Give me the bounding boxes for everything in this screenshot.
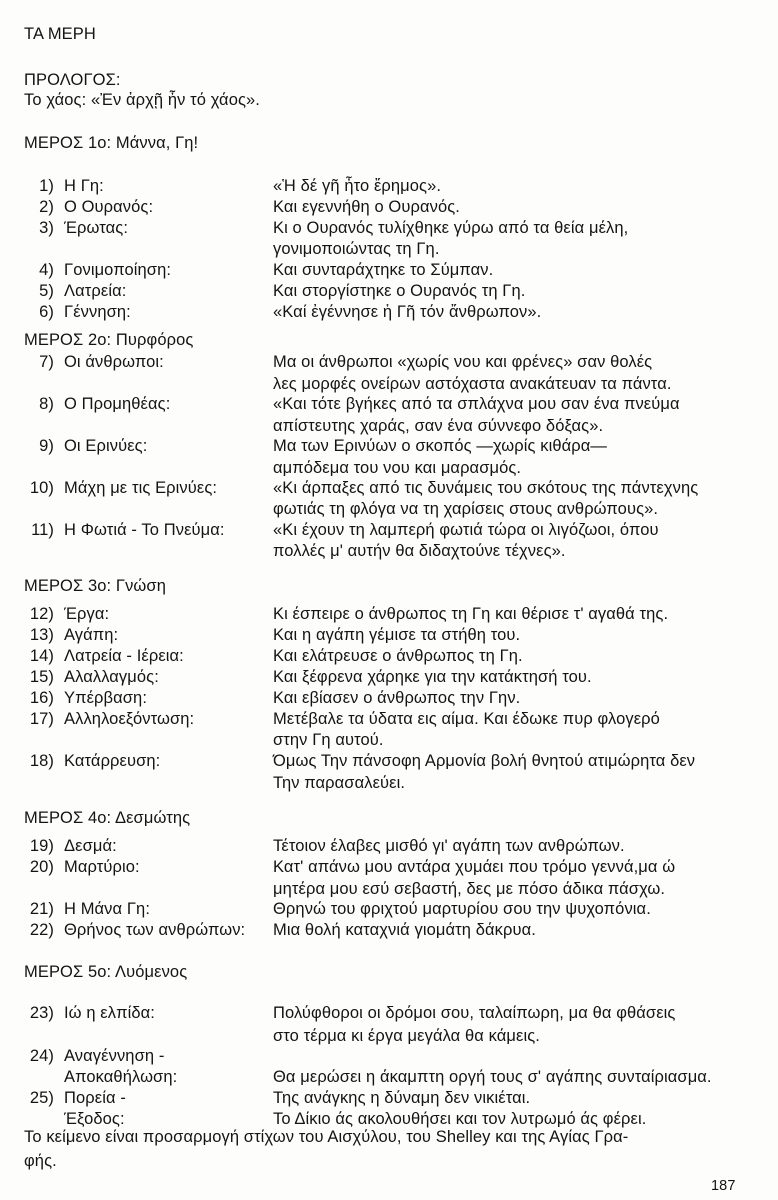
item-label: Πορεία -	[64, 1089, 126, 1107]
item-text: Και ξέφρενα χάρηκε για την κατάκτησή του.	[273, 668, 592, 686]
item-label: Λατρεία - Ιέρεια:	[64, 647, 184, 665]
item-text: πολλές μ' αυτήν θα διδαχτούνε τέχνες».	[273, 542, 566, 560]
item-number: 9)	[39, 437, 54, 455]
item-text: Κατ' απάνω μου αντάρα χυμάει που τρόμο γεννά,μα ώ	[273, 858, 676, 876]
item-text: γονιμοποιώντας τη Γη.	[273, 240, 440, 258]
item-number: 25)	[29, 1089, 54, 1107]
item-text: Της ανάγκης η δύναμη δεν νικιέται.	[273, 1089, 531, 1107]
item-text: Θρηνώ του φριχτού μαρτυρίου σου την ψυχοπόνια.	[273, 900, 651, 918]
item-label: Μάχη με τις Ερινύες:	[64, 479, 218, 497]
item-text: στην Γη αυτού.	[273, 731, 384, 749]
item-number: 8)	[39, 395, 54, 413]
page-number: 187	[711, 1178, 736, 1194]
item-label: Έργα:	[64, 605, 110, 623]
item-text: Και στοργίστηκε ο Ουρανός τη Γη.	[273, 282, 526, 300]
item-label: Έρωτας:	[64, 219, 129, 237]
item-label: Αλληλοεξόντωση:	[64, 710, 195, 728]
item-number: 11)	[31, 521, 54, 539]
item-text: Μια θολή καταχνιά γιομάτη δάκρυα.	[273, 921, 536, 939]
item-text: Μετέβαλε τα ύδατα εις αίμα. Και έδωκε πυρ φλογερό	[273, 710, 660, 728]
item-label: Αλαλλαγμός:	[64, 668, 159, 686]
item-text: Όμως Την πάνσοφη Αρμονία βολή θνητού ατιμώρητα δεν	[273, 752, 696, 770]
item-label: Γέννηση:	[64, 303, 131, 321]
item-text: αμπόδεμα του νου και μαρασμός.	[273, 459, 522, 477]
item-number: 20)	[29, 858, 54, 876]
item-text: Και εβίασεν ο άνθρωπος την Γην.	[273, 689, 521, 707]
item-label: Έξοδος:	[64, 1110, 125, 1128]
item-number: 13)	[29, 626, 54, 644]
item-text: «Καί ἐγέννησε ἡ Γῆ τόν ἄνθρωπον».	[273, 303, 542, 321]
item-label: Η Μάνα Γη:	[64, 900, 151, 918]
part-heading: ΜΕΡΟΣ 4ο: Δεσμώτης	[24, 809, 191, 827]
item-number: 14)	[29, 647, 54, 665]
item-text: στο τέρμα κι έργα μεγάλα θα κάμεις.	[273, 1027, 540, 1045]
item-text: Θα μερώσει η άκαμπτη οργή τους σ' αγάπης συνταίριασμα.	[273, 1068, 712, 1086]
item-text: φωτιάς τη φλόγα να τη χαρίσεις στους ανθρώπους».	[273, 500, 659, 518]
item-text: Μα οι άνθρωποι «χωρίς νου και φρένες» σαν θολές	[273, 353, 653, 371]
prologue-heading: ΠΡΟΛΟΓΟΣ:	[24, 71, 121, 89]
item-text: Κι ο Ουρανός τυλίχθηκε γύρω από τα θεία μέλη,	[273, 219, 629, 237]
item-number: 21)	[29, 900, 54, 918]
item-number: 19)	[29, 837, 54, 855]
item-label: Αναγέννηση -	[64, 1047, 165, 1065]
item-label: Μαρτύριο:	[64, 858, 140, 876]
item-label: Ο Προμηθέας:	[64, 395, 171, 413]
item-label: Γονιμοποίηση:	[64, 261, 172, 279]
item-number: 23)	[29, 1004, 54, 1022]
part-heading: ΜΕΡΟΣ 1ο: Μάννα, Γη!	[24, 134, 199, 152]
item-number: 5)	[39, 282, 54, 300]
item-label: Υπέρβαση:	[64, 689, 148, 707]
item-text: απίστευτης χαράς, σαν ένα σύννεφο δόξας».	[273, 417, 604, 435]
item-number: 18)	[29, 752, 54, 770]
item-label: Η Φωτιά - Το Πνεύμα:	[64, 521, 225, 539]
part-heading: ΜΕΡΟΣ 5ο: Λυόμενος	[24, 963, 188, 981]
item-number: 1)	[39, 177, 54, 195]
part-heading: ΜΕΡΟΣ 3ο: Γνώση	[24, 577, 166, 595]
item-text: Πολύφθοροι οι δρόμοι σου, ταλαίπωρη, μα θα φθάσεις	[273, 1004, 676, 1022]
item-label: Δεσμά:	[64, 837, 117, 855]
item-number: 4)	[39, 261, 54, 279]
page-title: ΤΑ ΜΕΡΗ	[24, 25, 96, 43]
item-number: 24)	[29, 1047, 54, 1065]
item-text: Κι έσπειρε ο άνθρωπος τη Γη και θέρισε τ' αγαθά της.	[273, 605, 669, 623]
footnote-line-1: Το κείμενο είναι προσαρμογή στίχων του Αισχύλου, του Shelley και της Αγίας Γρα-	[24, 1128, 629, 1146]
item-text: Μα των Ερινύων ο σκοπός —χωρίς κιθάρα—	[273, 437, 607, 455]
item-number: 16)	[29, 689, 54, 707]
item-text: «Κι άρπαξες από τις δυνάμεις του σκότους της πάντεχνης	[273, 479, 699, 497]
item-text: Την παρασαλεύει.	[273, 774, 406, 792]
item-number: 2)	[39, 198, 54, 216]
footnote-line-2: φής.	[24, 1152, 57, 1170]
item-text: Το Δίκιο άς ακολουθήσει και τον λυτρωμό άς φέρει.	[273, 1110, 647, 1128]
item-label: Η Γη:	[64, 177, 104, 195]
item-number: 3)	[39, 219, 54, 237]
item-number: 7)	[39, 353, 54, 371]
item-label: Οι Ερινύες:	[64, 437, 148, 455]
item-text: «Κι έχουν τη λαμπερή φωτιά τώρα οι λιγόζωοι, όπου	[273, 521, 659, 539]
item-label: Αποκαθήλωση:	[64, 1068, 178, 1086]
item-number: 17)	[29, 710, 54, 728]
item-number: 10)	[29, 479, 54, 497]
item-label: Θρήνος των ανθρώπων:	[64, 921, 246, 939]
item-number: 15)	[29, 668, 54, 686]
item-label: Αγάπη:	[64, 626, 119, 644]
item-number: 22)	[29, 921, 54, 939]
item-text: Και συνταράχτηκε το Σύμπαν.	[273, 261, 494, 279]
item-text: λες μορφές ονείρων αστόχαστα ανακάτευαν τα πάντα.	[273, 375, 672, 393]
item-number: 6)	[39, 303, 54, 321]
item-label: Λατρεία:	[64, 282, 127, 300]
item-text: «Και τότε βγήκες από τα σπλάχνα μου σαν ένα πνεύμα	[273, 395, 680, 413]
item-text: Και εγεννήθη ο Ουρανός.	[273, 198, 460, 216]
item-number: 12)	[29, 605, 54, 623]
item-label: Ιώ η ελπίδα:	[64, 1004, 155, 1022]
part-heading: ΜΕΡΟΣ 2ο: Πυρφόρος	[24, 331, 194, 349]
prologue-text: Το χάος: «Ἐν ἀρχῇ ἦν τό χάος».	[24, 91, 260, 109]
item-text: «Ἡ δέ γῆ ἦτο ἔρημος».	[273, 177, 442, 195]
item-label: Ο Ουρανός:	[64, 198, 154, 216]
item-text: Τέτοιον έλαβες μισθό γι' αγάπη των ανθρώπων.	[273, 837, 625, 855]
item-label: Κατάρρευση:	[64, 752, 161, 770]
item-text: Και ελάτρευσε ο άνθρωπος τη Γη.	[273, 647, 523, 665]
item-text: μητέρα μου εσύ σεβαστή, δες με πόσο άδικα πάσχω.	[273, 880, 666, 898]
item-label: Οι άνθρωποι:	[64, 353, 164, 371]
item-text: Και η αγάπη γέμισε τα στήθη του.	[273, 626, 521, 644]
